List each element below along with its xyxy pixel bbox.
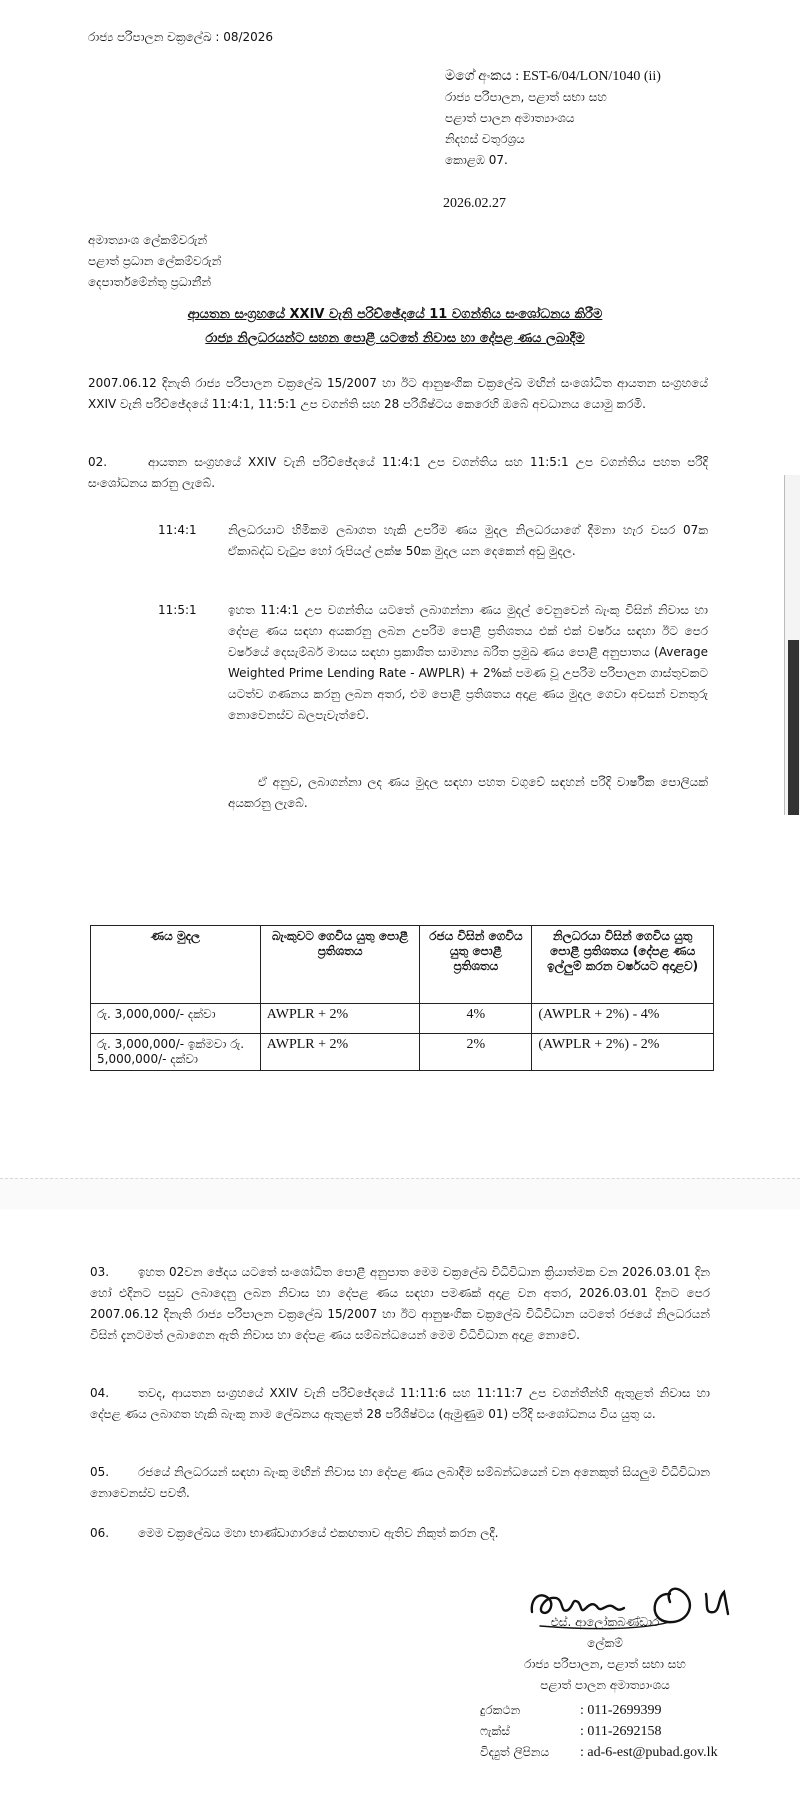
para-03-number: 03.: [90, 1265, 110, 1279]
contact-phone-row: [480, 1700, 780, 1721]
email-label: විද්‍යුත් ලිපිනය: [480, 1745, 550, 1759]
cell-officer-rate: (AWPLR + 2%) - 2%: [532, 1034, 714, 1071]
cell-loan-amount: රු. 3,000,000/- ඉක්මවා රු. 5,000,000/- දක්වා: [91, 1034, 261, 1071]
table-row: [91, 1034, 714, 1071]
clause-11-5-1-note: ඒ අනුව, ලබාගන්නා ලද ණය මුදල සඳහා පහත වගුවේ සඳහන් පරිදි වාර්ෂික පොලියක් අයකරනු ලැබේ.: [228, 775, 708, 810]
address-line: කොළඹ 07.: [445, 153, 508, 167]
cell-loan-amount: රු. 3,000,000/- දක්වා: [91, 1004, 261, 1034]
email-value: : ad-6-est@pubad.gov.lk: [580, 1745, 718, 1760]
address-line: නිදහස් චතුරශ්‍රය: [445, 132, 525, 146]
contact-email-row: [480, 1742, 780, 1763]
fax-label: ෆැක්ස්: [480, 1724, 510, 1738]
circular-date: 2026.02.27: [443, 196, 506, 211]
circular-number: රාජ්‍ය පරිපාලන චක්‍රලේඛ : 08/2026: [88, 30, 274, 44]
header-loan-amount: ණය මුදල: [91, 926, 261, 1004]
table-row: [91, 1004, 714, 1034]
recipient: පළාත් ප්‍රධාන ලේකම්වරුන්: [88, 254, 222, 268]
clause-11-5-1-text: ඉහත 11:4:1 උප වගන්තිය යටතේ ලබාගන්නා ණය මුදල් වෙනුවෙන් බැංකු විසින් නිවාස හා දේපළ ණය සඳහා අයකරනු ලබන උපරිම පොළී ප්‍රතිශතය එක් එක් වර්ෂය සඳහා ඊට පෙර වර්ෂයේ දෙසැම්බර් මාසය සඳහා ප්‍රකාශිත සාමාන්‍ය බරිත ප්‍රමුඛ ණය පොළී අනුපාතය (Average Weighted Prime Lending Rate - AWPLR) + 2%ක් පමණ වූ උපරිම පරිපාලන ගාස්තුවකට යටත්ව ගණනය කරනු ලබන අතර, එම පොළී ප්‍රතිශතය අදාළ ණය මුදල ගෙවා අවසන් වනතුරු නොවෙනස්ව බලපැවැත්වේ.: [228, 603, 708, 722]
signature-block: [470, 1612, 740, 1696]
para-05-text: රජයේ නිලධරයන් සඳහා බැංකු මඟින් නිවාස හා දේපළ ණය ලබාදීම සම්බන්ධයෙන් වන අනෙකුත් සියලුම විධිවිධාන නොවෙනස්ව පවතී.: [90, 1465, 710, 1500]
signatory-title: ලේකම්: [587, 1636, 623, 1650]
interest-rate-table: [90, 925, 714, 1071]
para-03-text: ඉහත 02වන ඡේදය යටතේ සංශෝධිත පොළී අනුපාත මෙම චක්‍රලේඛ විධිවිධාන ක්‍රියාත්මක වන 2026.03.01 දින හෝ එදිනට පසුව ලබාදෙනු ලබන නිවාස හා දේපළ ණය සඳහා පමණක් අදාළ වන අතර, 2026.03.01 දිනට පෙර 2007.06.12 දිනැති රාජ්‍ය පරිපාලන චක්‍රලේඛ 15/2007 හා ඊට ආනුෂංගික චක්‍රලේඛ විධිවිධාන යටතේ රජයේ නිලධරයන් විසින් දැනටමත් ලබාගෙන ඇති නිවාස හා දේපළ ණය සම්බන්ධයෙන් මෙම විධිවිධාන අදාළ නොවේ.: [90, 1265, 710, 1342]
scrollbar-thumb[interactable]: [788, 640, 799, 815]
phone-value: : 011-2699399: [580, 1703, 662, 1718]
clause-11-4-1-text: නිලධරයාට හිමිකම ලබාගත හැකි උපරිම ණය මුදල නිලධරයාගේ දීමනා හැර වසර 07ක ඒකාබද්ධ වැටුප හෝ රුපියල් ලක්ෂ 50ක මුදල යන දෙකෙන් අඩු මුදල.: [228, 523, 708, 558]
ministry-address-block: [445, 66, 661, 171]
cell-government-rate: 2%: [420, 1034, 532, 1071]
para-02-text: ආයතන සංග්‍රහයේ XXIV වැනි පරිච්ඡේදයේ 11:4:1 උප වගන්තිය සහ 11:5:1 උප වගන්තිය පහත පරිදි සංශෝධනය කරනු ලැබේ.: [88, 455, 708, 490]
title-line-1: ආයතන සංග්‍රහයේ XXIV වැනි පරිච්ඡේදයේ 11 වගන්තිය සංශෝධනය කිරීම: [187, 307, 603, 322]
recipients-block: [88, 230, 221, 293]
cell-bank-rate: AWPLR + 2%: [260, 1004, 420, 1034]
circular-title: [70, 303, 720, 351]
para-04-text: තවද, ආයතන සංග්‍රහයේ XXIV වැනි පරිච්ඡේදයේ 11:11:6 සහ 11:11:7 උප වගන්තීන්හි ඇතුළත් නිවාස හා දේපළ ණය ලබාගත හැකි බැංකු නාම ලේඛනය ඇතුළත් 28 පරිශිෂ්ටය (ඇමුණුම 01) පරිදි සංශෝධනය විය යුතු ය.: [90, 1386, 710, 1421]
contact-block: [480, 1700, 780, 1763]
recipient: අමාත්‍යාංශ ලේකම්වරුන්: [88, 233, 208, 247]
cell-officer-rate: (AWPLR + 2%) - 4%: [532, 1004, 714, 1034]
page-break: [0, 1178, 800, 1209]
table-header-row: [91, 926, 714, 1004]
phone-label: දුරකථන: [480, 1703, 521, 1717]
reference-number: මගේ අංකය : EST-6/04/LON/1040 (ii): [445, 69, 661, 84]
header-government-rate: රජය විසින් ගෙවිය යුතු පොළී ප්‍රතිශතය: [420, 926, 532, 1004]
recipient: දෙපාර්තමේන්තු ප්‍රධානීන්: [88, 275, 212, 289]
fax-value: : 011-2692158: [580, 1724, 662, 1739]
title-line-2: රාජ්‍ය නිලධරයන්ට සහන පොළී යටතේ නිවාස හා දේපළ ණය ලබාදීම: [205, 331, 585, 346]
cell-bank-rate: AWPLR + 2%: [260, 1034, 420, 1071]
para-06-number: 06.: [90, 1526, 110, 1540]
address-line: පළාත් පාලන අමාත්‍යාංශය: [445, 111, 575, 125]
cell-government-rate: 4%: [420, 1004, 532, 1034]
para-06-text: මෙම චක්‍රලේඛය මහා භාණ්ඩාගාරයේ එකඟතාව ඇතිව නිකුත් කරන ලදී.: [138, 1526, 499, 1540]
signatory-ministry-line-1: රාජ්‍ය පරිපාලන, පළාත් සභා සහ: [524, 1657, 686, 1671]
signatory-name: එස්. ආලෝකබණ්ඩාර: [550, 1615, 660, 1629]
contact-fax-row: [480, 1721, 780, 1742]
signatory-ministry-line-2: පළාත් පාලන අමාත්‍යාංශය: [540, 1678, 670, 1692]
para-04-number: 04.: [90, 1386, 110, 1400]
header-bank-rate: බැංකුවට ගෙවිය යුතු පොළී ප්‍රතිශතය: [260, 926, 420, 1004]
header-officer-rate: නිලධරයා විසින් ගෙවිය යුතු පොළී ප්‍රතිශතය (දේපළ ණය ඉල්ලුම් කරන වර්ෂයට අදාළව): [532, 926, 714, 1004]
address-line: රාජ්‍ය පරිපාලන, පළාත් සභා සහ: [445, 90, 607, 104]
para-05-number: 05.: [90, 1465, 110, 1479]
clause-11-5-1-number: 11:5:1: [158, 603, 197, 617]
para-02-number: 02.: [88, 455, 108, 469]
intro-paragraph: 2007.06.12 දිනැති රාජ්‍ය පරිපාලන චක්‍රලේඛ 15/2007 හා ඊට ආනුෂංගික චක්‍රලේඛ මඟින් සංශෝධිත ආයතන සංග්‍රහයේ XXIV වැනි පරිච්ඡේදයේ 11:4:1, 11:5:1 උප වගන්ති සහ 28 පරිශිෂ්ටය කෙරෙහි ඔබේ අවධානය යොමු කරමි.: [88, 376, 708, 411]
clause-11-4-1-number: 11:4:1: [158, 523, 197, 537]
